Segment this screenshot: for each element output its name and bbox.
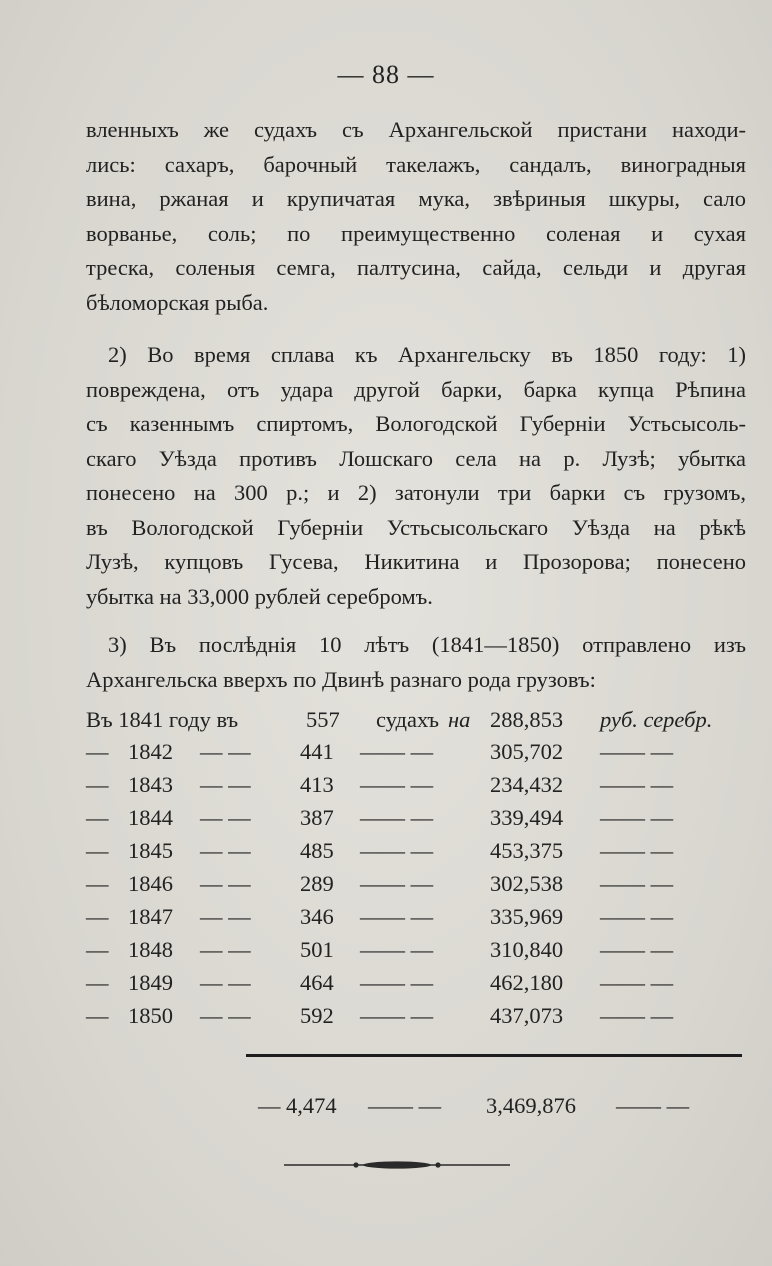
sum-rule <box>246 1054 742 1057</box>
paragraph-3 <box>86 628 746 697</box>
text-line: вина, ржаная и крупичатая мука, звѣриныя шкуры, сало <box>86 186 746 211</box>
ships-cell: 413 <box>300 772 334 797</box>
dash-cell: —— — <box>600 871 674 896</box>
dash-cell: — — <box>200 739 251 764</box>
dash-cell: — — <box>200 871 251 896</box>
year-cell: 1849 <box>128 970 173 995</box>
text-line: Архангельска вверхъ по Двинѣ разнаго рода грузовъ: <box>86 666 596 692</box>
header-ships-word: судахъ <box>376 707 439 732</box>
table-row <box>86 934 746 966</box>
dash-cell: — — <box>200 805 251 830</box>
text-line: съ казеннымъ спиртомъ, Вологодской Губерніи Устьсысоль- <box>86 411 746 436</box>
ships-cell: 501 <box>300 937 334 962</box>
value-cell: 453,375 <box>490 838 564 863</box>
year-cell: 1845 <box>128 838 173 863</box>
table-total-row <box>86 1090 746 1122</box>
year-dash: — <box>86 739 109 764</box>
ships-cell: 441 <box>300 739 334 764</box>
value-cell: 462,180 <box>490 970 564 995</box>
year-cell: 1843 <box>128 772 173 797</box>
header-ships: 557 <box>306 707 340 732</box>
dash-cell: —— — <box>360 772 434 797</box>
year-dash: — <box>86 970 109 995</box>
year-dash: — <box>86 937 109 962</box>
value-cell: 310,840 <box>490 937 564 962</box>
ships-cell: 346 <box>300 904 334 929</box>
header-value: 288,853 <box>490 707 564 732</box>
table-row <box>86 736 746 768</box>
text-line: понесено на 300 р.; и 2) затонули три барки съ грузомъ, <box>86 480 746 505</box>
year-cell: 1848 <box>128 937 173 962</box>
dash-cell: —— — <box>600 739 674 764</box>
ornament-divider <box>282 1158 512 1172</box>
value-cell: 305,702 <box>490 739 564 764</box>
value-cell: 302,538 <box>490 871 564 896</box>
text-line: скаго Уѣзда противъ Лошскаго села на р. Лузѣ; убытка <box>86 445 746 471</box>
text-line: 2) Во время сплава къ Архангельску въ 1850 году: 1) <box>108 342 746 367</box>
table-row <box>86 1000 746 1032</box>
dash-cell: —— — <box>600 970 674 995</box>
total-ships: 4,474 <box>286 1093 337 1118</box>
dash-cell: — — <box>200 937 251 962</box>
dash-cell: —— — <box>600 1003 674 1028</box>
paragraph-1 <box>86 113 746 320</box>
year-cell: 1846 <box>128 871 173 896</box>
dash-cell: —— — <box>360 805 434 830</box>
year-dash: — <box>86 904 109 929</box>
text-line: бѣломорская рыба. <box>86 289 269 315</box>
value-cell: 234,432 <box>490 772 564 797</box>
value-cell: 335,969 <box>490 904 564 929</box>
year-dash: — <box>86 805 109 830</box>
year-dash: — <box>86 838 109 863</box>
dash-cell: —— — <box>600 838 674 863</box>
value-cell: 437,073 <box>490 1003 564 1028</box>
dash-cell: —— — <box>360 904 434 929</box>
header-unit: руб. серебр. <box>600 707 713 732</box>
text-line: лись: сахаръ, барочный такелажъ, сандалъ, виноградныя <box>86 151 746 177</box>
total-dash: —— — <box>616 1093 690 1118</box>
year-cell: 1844 <box>128 805 173 830</box>
table-row <box>86 835 746 867</box>
dash-cell: — — <box>200 1003 251 1028</box>
dash-cell: —— — <box>600 937 674 962</box>
dash-cell: —— — <box>600 805 674 830</box>
text-line: ворванье, соль; по преимущественно соленая и сухая <box>86 220 746 246</box>
dash-cell: — — <box>200 838 251 863</box>
text-line: убытка на 33,000 рублей серебромъ. <box>86 583 433 609</box>
header-na: на <box>448 707 471 732</box>
table-header-row <box>86 704 746 736</box>
dash-cell: —— — <box>360 871 434 896</box>
ships-cell: 289 <box>300 871 334 896</box>
dash-cell: — — <box>200 772 251 797</box>
ships-cell: 592 <box>300 1003 334 1028</box>
ships-cell: 485 <box>300 838 334 863</box>
text-line: въ Вологодской Губерніи Устьсысольскаго Уѣзда на рѣкѣ <box>86 514 746 540</box>
dash-cell: —— — <box>360 937 434 962</box>
header-year-text: Въ 1841 году въ <box>86 707 239 732</box>
text-line: 3) Въ послѣднія 10 лѣтъ (1841—1850) отправлено изъ <box>108 632 746 657</box>
table-row <box>86 802 746 834</box>
text-line: треска, соленыя семга, палтусина, сайда, сельди и другая <box>86 255 746 280</box>
dash-cell: —— — <box>360 838 434 863</box>
dash-cell: —— — <box>360 739 434 764</box>
dash-cell: —— — <box>360 970 434 995</box>
year-cell: 1850 <box>128 1003 173 1028</box>
dash-cell: —— — <box>360 1003 434 1028</box>
text-line: Лузѣ, купцовъ Гусева, Никитина и Прозорова; понесено <box>86 549 746 574</box>
dash-cell: —— — <box>600 904 674 929</box>
table-row <box>86 868 746 900</box>
total-value: 3,469,876 <box>486 1093 576 1118</box>
text-line: повреждена, отъ удара другой барки, барка купца Рѣпина <box>86 376 746 402</box>
year-cell: 1842 <box>128 739 173 764</box>
value-cell: 339,494 <box>490 805 564 830</box>
page-number: — 88 — <box>337 60 435 89</box>
dash-cell: —— — <box>600 772 674 797</box>
dash-cell: — — <box>200 904 251 929</box>
text-line: вленныхъ же судахъ съ Архангельской пристани находи- <box>86 117 746 142</box>
dash-cell: — — <box>200 970 251 995</box>
year-dash: — <box>86 871 109 896</box>
year-dash: — <box>86 772 109 797</box>
year-cell: 1847 <box>128 904 173 929</box>
total-dash: — <box>258 1093 281 1118</box>
table-row <box>86 967 746 999</box>
ships-cell: 387 <box>300 805 334 830</box>
table-row <box>86 769 746 801</box>
year-dash: — <box>86 1003 109 1028</box>
total-dash: —— — <box>368 1093 442 1118</box>
table-row <box>86 901 746 933</box>
ships-cell: 464 <box>300 970 334 995</box>
paragraph-2 <box>86 338 746 614</box>
